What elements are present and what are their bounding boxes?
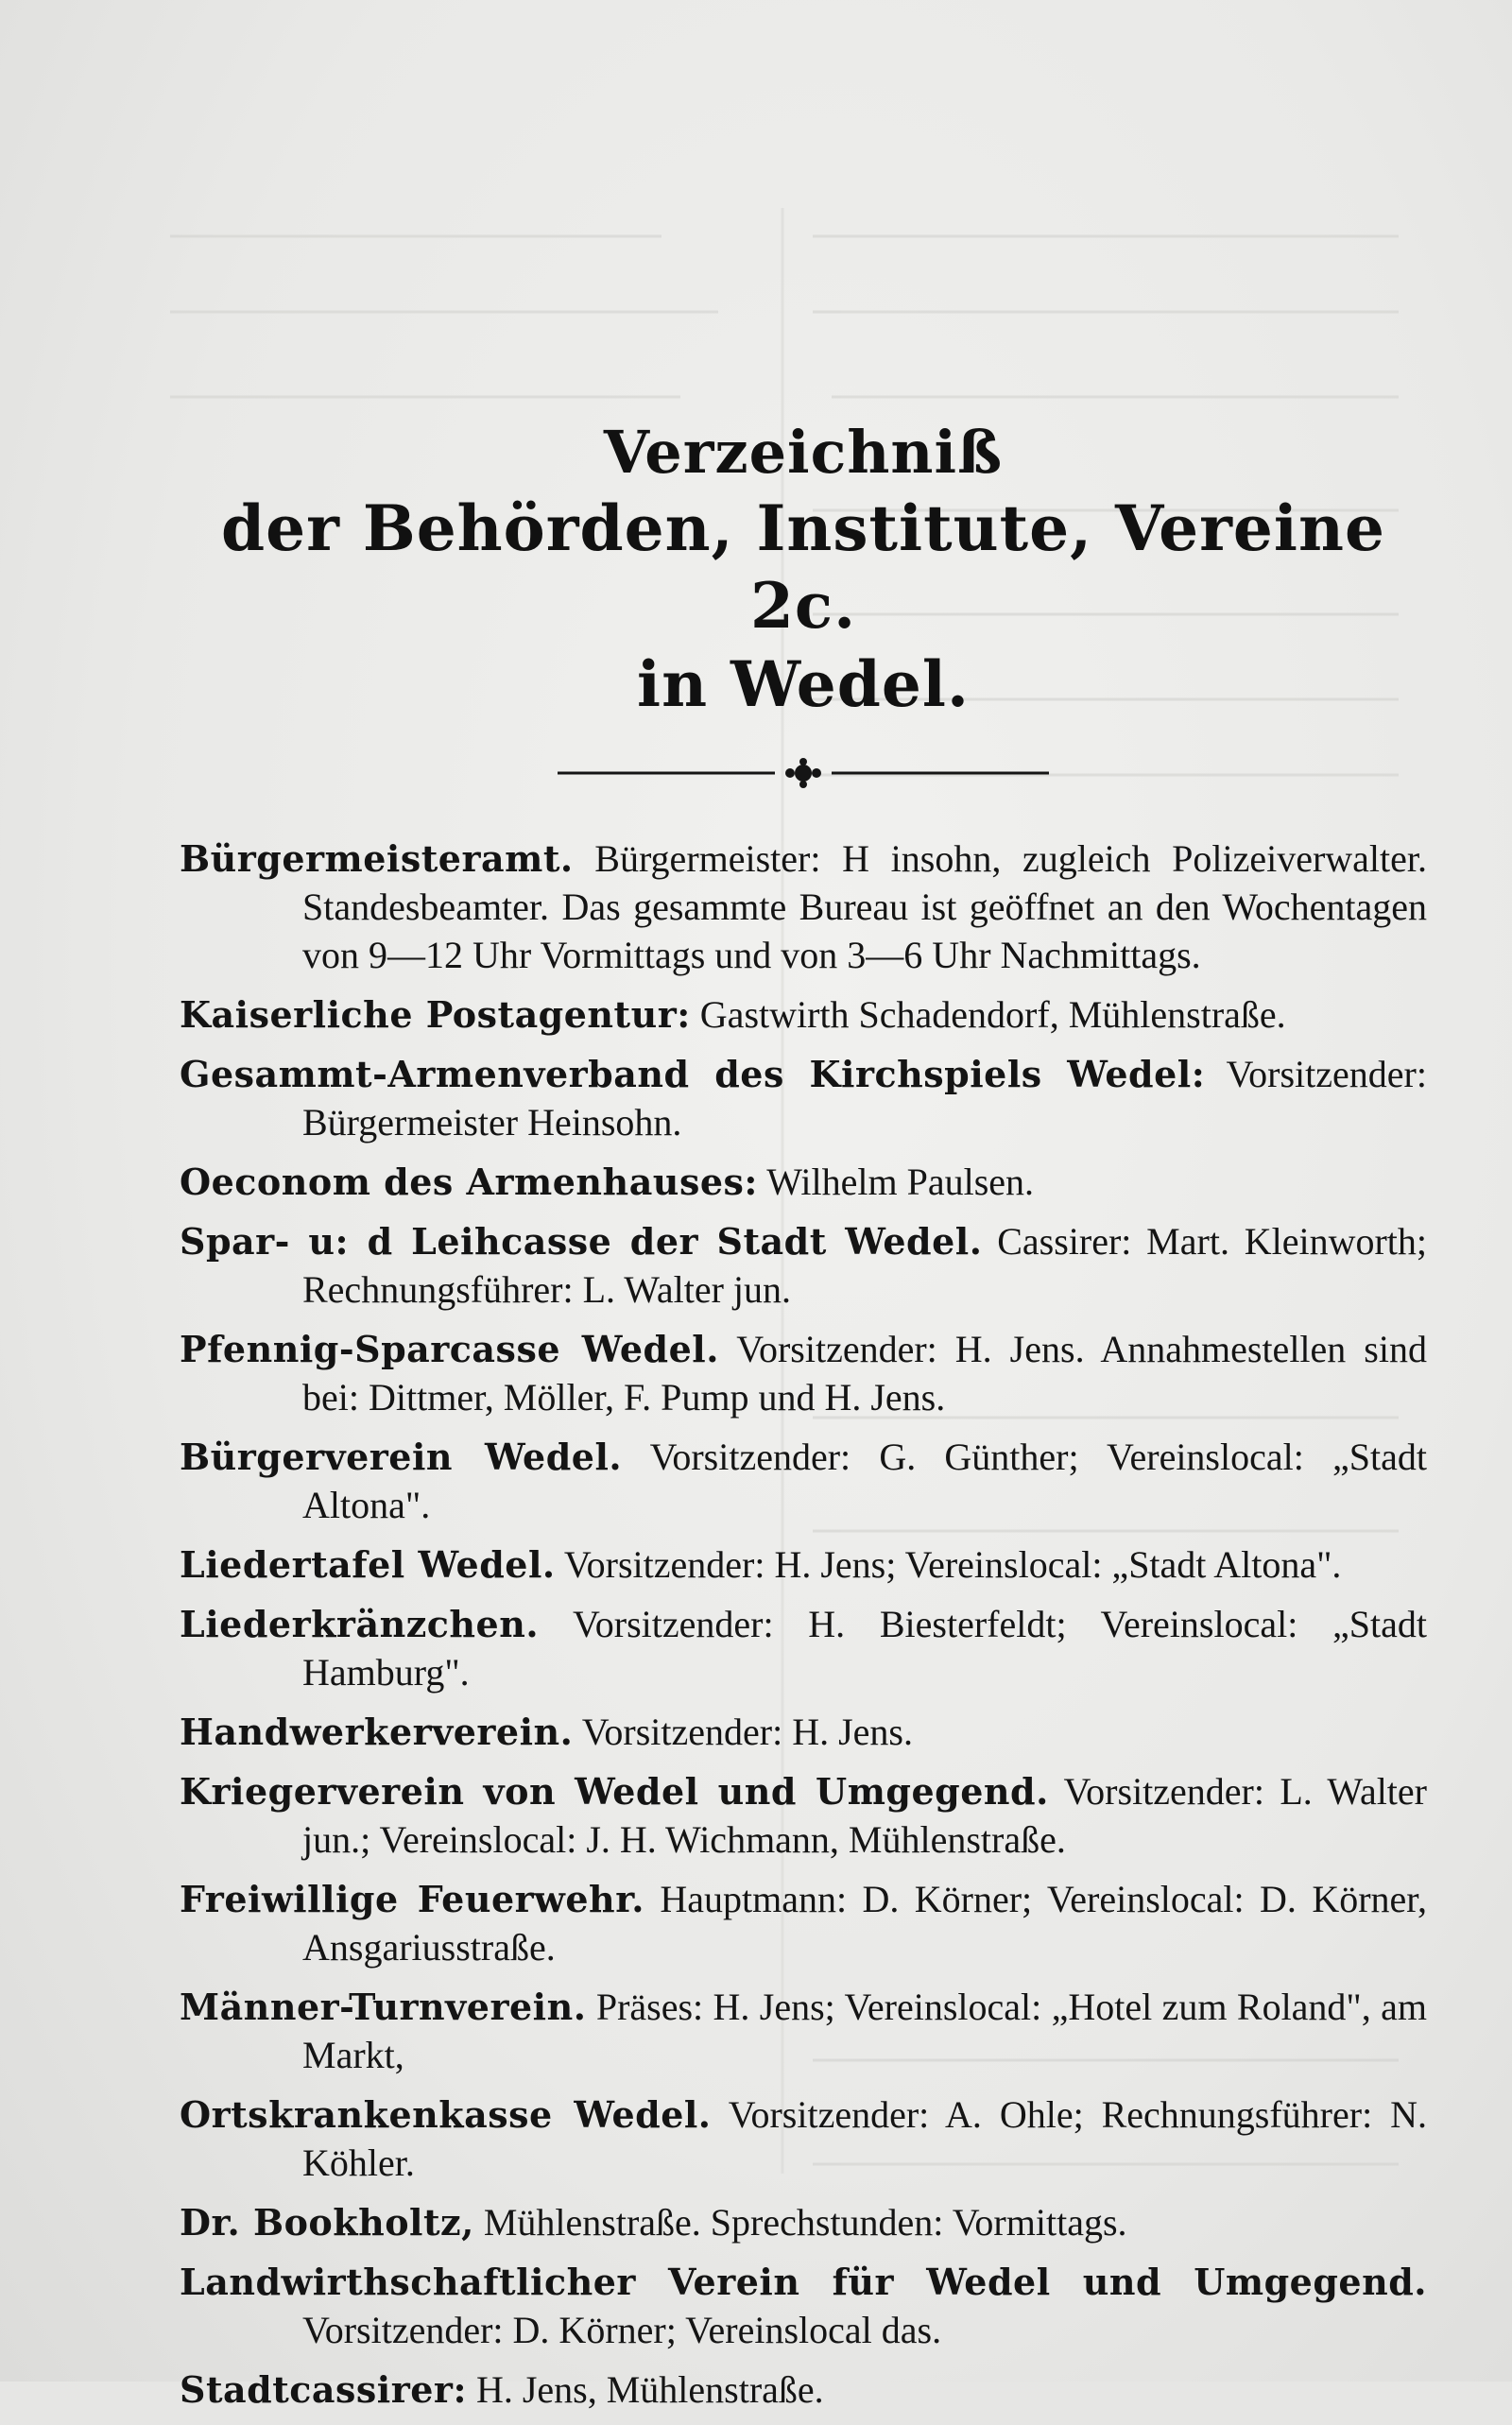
entry-pfennig-sparcasse bbox=[180, 1325, 1427, 1421]
entry-heading: Männer-Turnverein. bbox=[180, 1986, 587, 2028]
document-content bbox=[180, 416, 1427, 2425]
entry-text: Vorsitzender: A. Ohle; Rechnungsführer: N. Köhler. bbox=[302, 2093, 1427, 2184]
entry-heading: Spar- u: d Leihcasse der Stadt Wedel. bbox=[180, 1220, 983, 1263]
entry-text: Bürgermeister: H insohn, zugleich Polizeiverwalter. Standesbeamter. Das gesammte Bureau ist geöffnet an den Wochentagen von 9—12 Uhr Vormittags und von 3—6 Uhr Nachmittags. bbox=[302, 837, 1428, 976]
entry-buergermeisteramt bbox=[180, 834, 1427, 979]
entry-text: Gastwirth Schadendorf, Mühlenstraße. bbox=[699, 993, 1286, 1036]
entry-text: Vorsitzender: L. Walter jun.; Vereinslocal: J. H. Wichmann, Mühlenstraße. bbox=[302, 1770, 1427, 1861]
entry-text: Vorsitzender: H. Jens. bbox=[581, 1711, 913, 1753]
entry-armenverband bbox=[180, 1050, 1427, 1146]
entry-sparcasse bbox=[180, 1217, 1427, 1314]
entry-heading: Liedertafel Wedel. bbox=[180, 1543, 556, 1586]
entry-oeconom bbox=[180, 1158, 1427, 1206]
entry-liedertafel bbox=[180, 1540, 1427, 1589]
entry-heading: Freiwillige Feuerwehr. bbox=[180, 1878, 644, 1920]
entry-heading: Dr. Bookholtz, bbox=[180, 2201, 474, 2244]
entry-heading: Oeconom des Armenhauses: bbox=[180, 1161, 758, 1203]
title-line-3: in Wedel. bbox=[637, 646, 970, 721]
entry-feuerwehr bbox=[180, 1875, 1427, 1971]
entry-heading: Gesammt-Armenverband des Kirchspiels Wedel: bbox=[180, 1053, 1206, 1095]
entry-liederkraenzchen bbox=[180, 1600, 1427, 1696]
entry-text: Vorsitzender: H. Jens; Vereinslocal: „Stadt Altona". bbox=[563, 1543, 1342, 1586]
ornament-divider bbox=[558, 759, 1049, 787]
entry-kriegerverein bbox=[180, 1767, 1427, 1864]
entry-text: Vorsitzender: G. Günther; Vereinslocal: „Stadt Altona". bbox=[302, 1436, 1428, 1526]
entry-buergerverein bbox=[180, 1433, 1427, 1529]
entry-text: Hauptmann: D. Körner; Vereinslocal: D. Körner, Ansgariusstraße. bbox=[302, 1878, 1428, 1969]
entry-dr-bookholtz bbox=[180, 2198, 1427, 2246]
entry-text: Cassirer: Mart. Kleinworth; Rechnungsführer: L. Walter jun. bbox=[302, 1220, 1428, 1311]
entry-heading: Liederkränzchen. bbox=[180, 1603, 540, 1645]
entry-heading: Bürgermeisteramt. bbox=[180, 837, 574, 880]
entry-turnverein bbox=[180, 1983, 1427, 2079]
entry-postagentur bbox=[180, 990, 1427, 1039]
entry-text: Vorsitzender: Bürgermeister Heinsohn. bbox=[302, 1053, 1427, 1144]
entry-text: Vorsitzender: H. Jens. Annahmestellen sind bei: Dittmer, Möller, F. Pump und H. Jens. bbox=[302, 1328, 1427, 1419]
entry-stadtcassirer bbox=[180, 2365, 1427, 2414]
entry-handwerkerverein bbox=[180, 1708, 1427, 1756]
entry-heading: Kriegerverein von Wedel und Umgegend. bbox=[180, 1770, 1049, 1813]
entry-ortskrankenkasse bbox=[180, 2090, 1427, 2187]
entry-heading: Handwerkerverein. bbox=[180, 1711, 574, 1753]
directory-list bbox=[180, 834, 1427, 2414]
entry-landwirthschaftlicher-verein bbox=[180, 2258, 1427, 2354]
entry-heading: Kaiserliche Postagentur: bbox=[180, 993, 691, 1036]
entry-text: Präses: H. Jens; Vereinslocal: „Hotel zum Roland", am Markt, bbox=[302, 1986, 1428, 2076]
entry-text: Vorsitzender: D. Körner; Vereinslocal das. bbox=[302, 2309, 942, 2351]
entry-heading: Pfennig-Sparcasse Wedel. bbox=[180, 1328, 719, 1370]
entry-text: Mühlenstraße. Sprechstunden: Vormittags. bbox=[483, 2201, 1127, 2244]
entry-heading: Ortskrankenkasse Wedel. bbox=[180, 2093, 712, 2136]
document-title bbox=[180, 416, 1427, 723]
entry-text: Wilhelm Paulsen. bbox=[766, 1161, 1035, 1203]
entry-text: Vorsitzender: H. Biesterfeldt; Vereinslocal: „Stadt Hamburg". bbox=[302, 1603, 1427, 1694]
title-line-1: Verzeichniß bbox=[603, 418, 1004, 487]
title-line-2: der Behörden, Institute, Vereine 2c. bbox=[221, 490, 1385, 643]
entry-heading: Bürgerverein Wedel. bbox=[180, 1436, 623, 1478]
entry-heading: Landwirthschaftlicher Verein für Wedel und Umgegend. bbox=[180, 2261, 1427, 2303]
entry-heading: Stadtcassirer: bbox=[180, 2368, 467, 2411]
entry-text: H. Jens, Mühlenstraße. bbox=[475, 2368, 824, 2411]
